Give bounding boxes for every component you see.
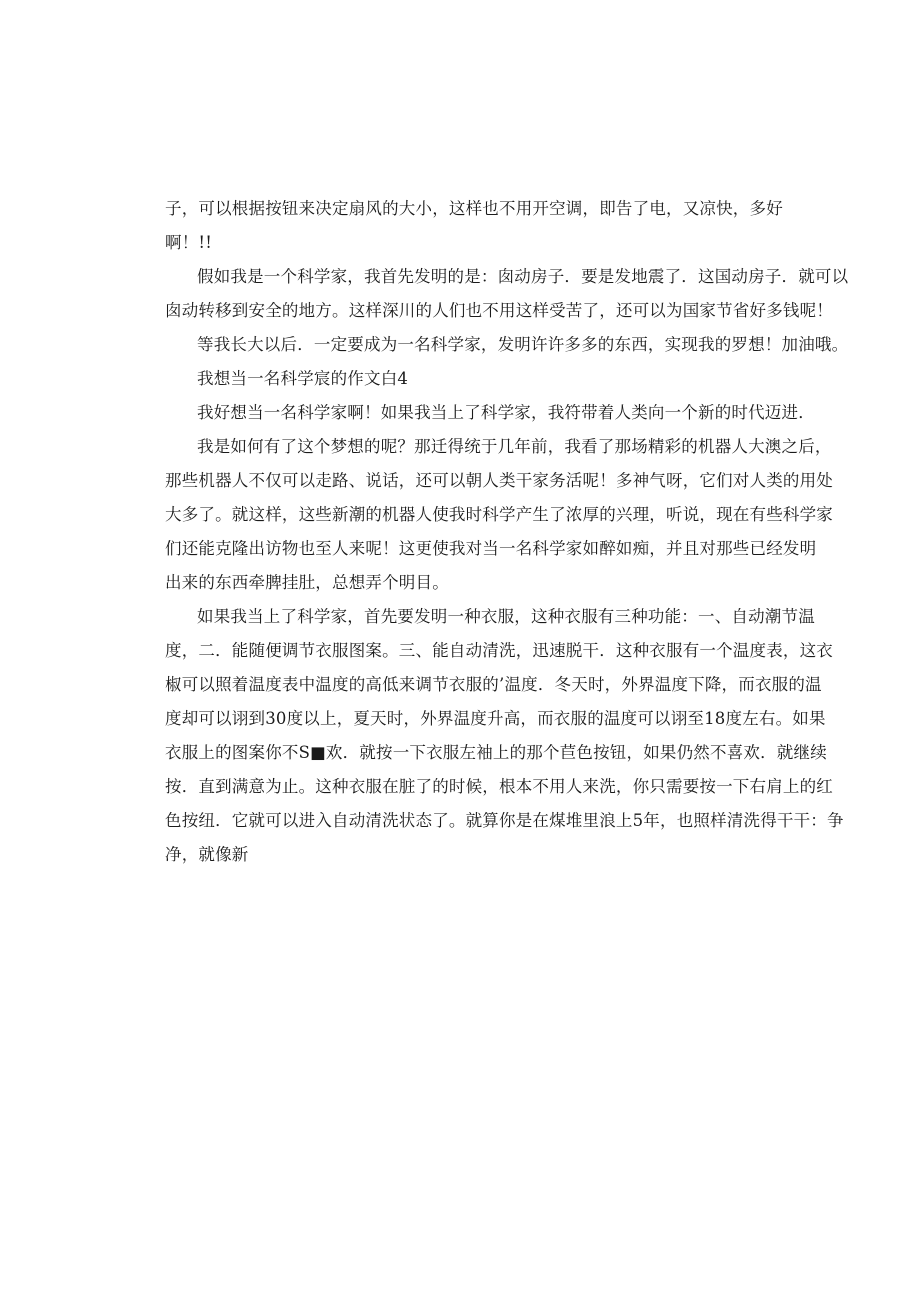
text-line: 按．直到满意为止。这种衣服在脏了的时候，根本不用人来洗，你只需要按一下右肩上的红 bbox=[165, 777, 833, 796]
text-line: 等我长大以后．一定要成为一名科学家，发明许许多多的东西，实现我的罗想！加油哦。 bbox=[197, 335, 849, 354]
text-line: 我是如何有了这个梦想的呢？那迁得统于几年前，我看了那场精彩的机器人大澳之后， bbox=[197, 437, 832, 456]
text-line: 大多了。就这样，这些新潮的机器人使我时科学产生了浓厚的兴理，听说，现在有些科学家 bbox=[165, 505, 833, 524]
text-line: 假如我是一个科学家，我首先发明的是：囱动房子．要是发地震了．这国动房子．就可以 bbox=[197, 267, 849, 286]
text-line: 子，可以根据按钮来决定扇风的大小，这样也不用开空调，即告了电，又凉快，多好 bbox=[165, 199, 783, 218]
text-line: 净，就像新 bbox=[165, 845, 249, 864]
text-line: 们还能克隆出访物也至人来呢！这更使我对当一名科学家如醉如痴，并且对那些已经发明 bbox=[165, 539, 817, 558]
text-line: 啊！!! bbox=[165, 233, 213, 252]
text-line: 色按纽．它就可以进入自动清洗状态了。就算你是在煤堆里浪上5年，也照样清洗得干干：争 bbox=[165, 811, 844, 830]
text-line: 我好想当一名科学家啊！如果我当上了科学家，我符带着人类向一个新的时代迈进． bbox=[197, 403, 815, 422]
text-line: 衣服上的图案你不S■欢．就按一下衣服左袖上的那个苣色按钮，如果仍然不喜欢．就继续 bbox=[165, 743, 827, 762]
text-line: 度，二．能随便调节衣服图案。三、能自动清洗，迅速脱干．这种衣服有一个温度表，这衣 bbox=[165, 641, 833, 660]
section-heading: 我想当一名科学宸的作文白4 bbox=[197, 369, 409, 388]
text-line: 那些机器人不仅可以走路、说话，还可以朝人类干家务活呢！多神气呀，它们对人类的用处 bbox=[165, 471, 833, 490]
text-line: 椒可以照着温度表中温度的高低来调节衣服的’温度．冬天时，外界温度下降，而衣服的温 bbox=[165, 675, 822, 694]
text-line: 囱动转移到安全的地方。这样深川的人们也不用这样受苦了，还可以为国家节省好多钱呢！ bbox=[165, 301, 833, 320]
text-line: 出来的东西牵脾挂肚，总想弄个明目。 bbox=[165, 573, 449, 592]
text-line: 如果我当上了科学家，首先要发明一种衣服，这种衣服有三种功能：一、自动潮节温 bbox=[197, 607, 815, 626]
text-line: 度却可以诩到30度以上，夏天时，外界温度升高，而衣服的温度可以诩至18度左右。如果 bbox=[165, 709, 826, 728]
